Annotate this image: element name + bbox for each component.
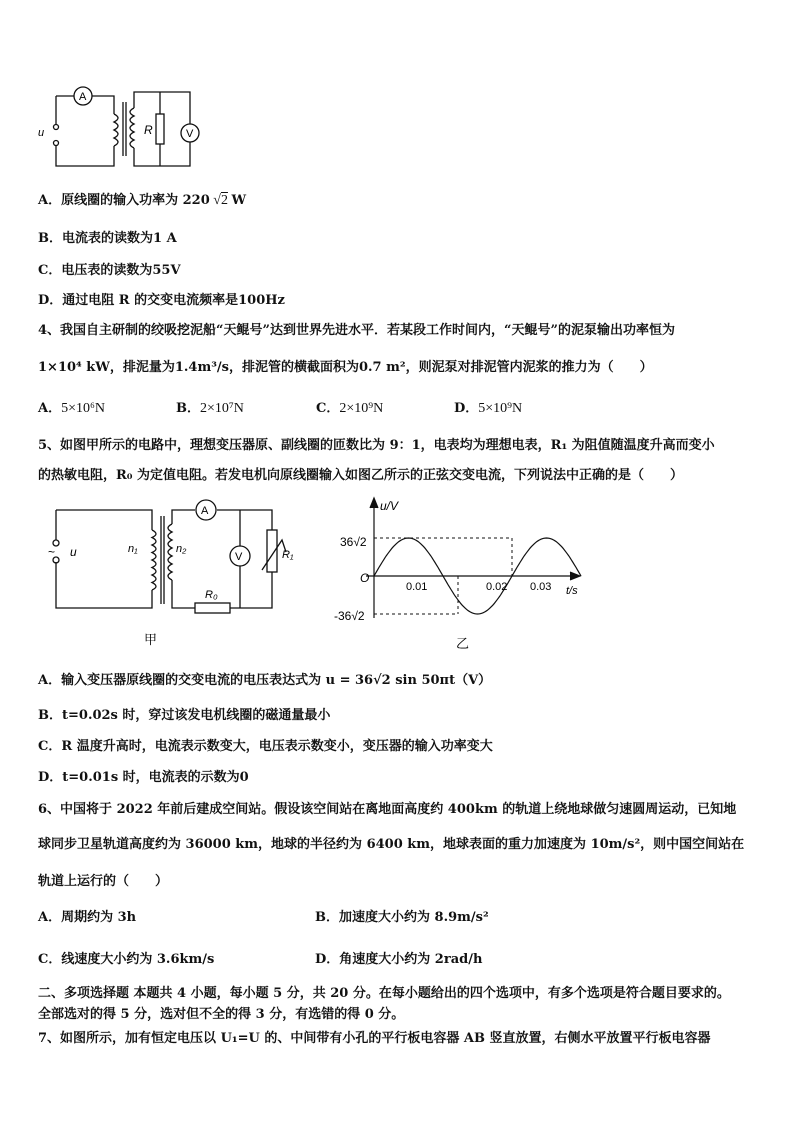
q4-option-a: A．5×10⁶N [38,401,105,416]
q3-circuit-figure [34,84,214,174]
yi-origin: O [360,571,370,585]
yi-ymax: 36√2 [340,535,367,549]
q4-stem-line1: 4、我国自主研制的绞吸挖泥船“天鲲号”达到世界先进水平．若某段工作时间内，“天鲲号”的泥泵输出功率恒为 [38,323,675,338]
q5-jia-r1: R₁ [282,549,294,561]
q6-stem-line2: 球同步卫星轨道高度约为 36000 km，地球的半径约为 6400 km，地球表面的重力加速度为 10m/s²，则中国空间站在 [38,837,745,852]
q4-option-d: D．5×10⁹N [454,401,523,416]
yi-tick-3: 0.03 [530,581,552,593]
q3-option-a: A．原线圈的输入功率为 220 √2 W [38,193,247,208]
q5-circuit-jia [40,500,294,650]
q5-jia-ammeter: A [201,505,209,517]
q5-option-d: D．t=0.01s 时，电流表的示数为0 [38,770,249,785]
yi-tick-2: 0.02 [486,581,508,593]
q6-option-a: A．周期约为 3h [38,910,137,925]
q3-option-d: D．通过电阻 R 的交变电流频率是100Hz [38,293,285,308]
q5-stem-line2: 的热敏电阻，R₀ 为定值电阻。若发电机向原线圈输入如图乙所示的正弦交变电流，下列说法中正确的是（ ） [38,468,684,483]
q5-stem-line1: 5、如图甲所示的电路中，理想变压器原、副线圈的匝数比为 9：1，电表均为理想电表，R₁ 为阻值随温度升高而变小 [38,438,715,453]
section2-heading-line1: 二、多项选择题 本题共 4 小题，每小题 5 分，共 20 分。在每小题给出的四个选项中，有多个选项是符合题目要求的。 [38,986,730,1001]
yi-tick-1: 0.01 [406,581,428,593]
yi-xlabel: t/s [566,585,578,597]
section2-heading-line2: 全部选对的得 5 分，选对但不全的得 3 分，有选错的得 0 分。 [38,1007,405,1022]
q4-option-c: C．2×10⁹N [316,401,384,416]
q5-jia-n2: n₂ [176,543,187,555]
q5-jia-voltmeter: V [235,551,243,563]
q4-option-b: B．2×10⁷N [176,401,244,416]
q5-jia-n1: n₁ [128,543,138,555]
q5-jia-u: u [70,545,77,559]
q7-stem-line1: 7、如图所示，加有恒定电压以 U₁=U 的、中间带有小孔的平行板电容器 AB 竖直放置，右侧水平放置平行板电容器 [38,1031,711,1046]
q5-option-c: C．R 温度升高时，电流表示数变大，电压表示数变小，变压器的输入功率变大 [38,739,493,754]
q3-source-label: u [38,127,45,139]
q3-resistor-label: R [144,123,153,137]
yi-caption: 乙 [456,636,470,651]
q4-stem-line2: 1×10⁴ kW，排泥量为1.4m³/s，排泥管的横截面积为0.7 m²，则泥泵对排泥管内泥浆的推力为（ ） [38,360,653,375]
q3-option-c: C．电压表的读数为55V [38,263,181,278]
q3-voltmeter-label: V [186,128,194,140]
q6-option-d: D．角速度大小约为 2rad/h [315,952,483,967]
q6-stem-line1: 6、中国将于 2022 年前后建成空间站。假设该空间站在离地面高度约 400km 的轨道上绕地球做匀速圆周运动，已知地 [38,802,737,817]
q5-option-a: A．输入变压器原线圈的交变电流的电压表达式为 u = 36√2 sin 50πt（V） [38,673,492,688]
q3-option-b: B．电流表的读数为1 A [38,231,177,246]
yi-ymin: -36√2 [334,609,365,623]
q6-stem-line3: 轨道上运行的（ ） [38,874,169,889]
q5-option-b: B．t=0.02s 时，穿过该发电机线圈的磁通量最小 [38,708,331,723]
q6-option-c: C．线速度大小约为 3.6km/s [38,952,215,967]
q3-ammeter-label: A [79,91,87,103]
q5-waveform-yi [326,494,596,654]
yi-ylabel: u/V [380,499,399,513]
q5-jia-r0: R₀ [205,589,218,601]
q6-option-b: B．加速度大小约为 8.9m/s² [315,910,489,925]
q5-jia-caption: 甲 [144,632,158,647]
svg-text:~: ~ [48,545,56,559]
